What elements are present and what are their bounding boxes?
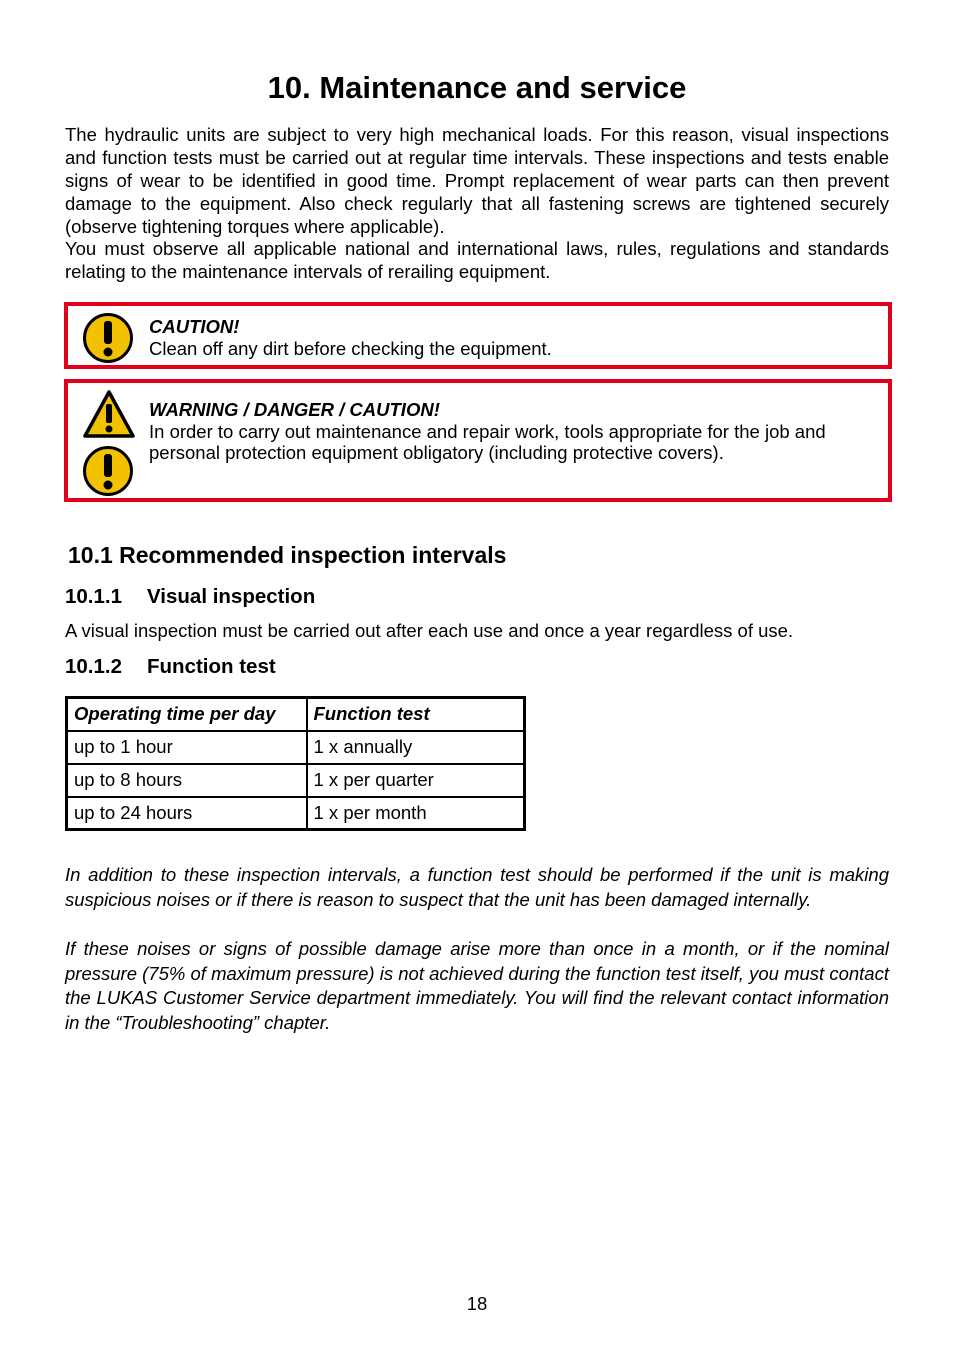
- warning-icons: [82, 389, 136, 497]
- function-test-table: [65, 696, 526, 831]
- subsection-title: Visual inspection: [147, 585, 316, 608]
- table-row: [67, 764, 525, 797]
- caution-icons: [82, 312, 134, 369]
- table-row: [67, 731, 525, 764]
- subsection-visual-inspection: [65, 585, 315, 609]
- subsection-function-test: [65, 655, 276, 679]
- subsection-number: 10.1.2: [65, 655, 122, 678]
- intro-paragraph-2: You must observe all applicable national and international laws, rules, regulations and standards relating to the maintenance intervals of rerailing equipment.: [65, 238, 889, 282]
- warning-box: [64, 379, 892, 502]
- caution-heading: CAUTION!: [149, 316, 240, 337]
- table-cell: 1 x per quarter: [307, 764, 525, 797]
- subsection-number: 10.1.1: [65, 585, 122, 608]
- exclamation-circle-icon: [82, 445, 134, 497]
- warning-triangle-icon: [82, 389, 136, 439]
- warning-text: In order to carry out maintenance and repair work, tools appropriate for the job and personal protection equipment obligatory (including protective covers).: [149, 420, 826, 463]
- table-cell: up to 8 hours: [67, 764, 307, 797]
- table-cell: up to 1 hour: [67, 731, 307, 764]
- note-paragraph-2: If these noises or signs of possible damage arise more than once in a month, or if the nominal pressure (75% of maximum pressure) is not achieved during the function test itself, you must contact the LUKAS Customer Service department immediately. You will find the relevant contact information in the “Troubleshooting” chapter.: [65, 938, 889, 1033]
- section-title: 10.1 Recommended inspection intervals: [68, 542, 507, 568]
- visual-inspection-text: A visual inspection must be carried out after each use and once a year regardless of use.: [65, 620, 794, 641]
- table-row: [67, 797, 525, 830]
- caution-text: Clean off any dirt before checking the equipment.: [149, 337, 552, 359]
- page-number: 18: [466, 1293, 488, 1314]
- subsection-title: Function test: [147, 655, 276, 678]
- warning-heading: WARNING / DANGER / CAUTION!: [149, 399, 440, 420]
- table-cell: 1 x per month: [307, 797, 525, 830]
- table-header-cell: Operating time per day: [67, 698, 307, 731]
- intro-paragraph-1: The hydraulic units are subject to very high mechanical loads. For this reason, visual inspections and function tests must be carried out at regular time intervals. These inspections and tests enable signs of wear to be identified in good time. Prompt replacement of wear parts can then prevent damage to the equipment. Also check regularly that all fastening screws are tightened securely (observe tightening torques where applicable).: [65, 124, 889, 237]
- table-header-cell: Function test: [307, 698, 525, 731]
- note-paragraph-1: In addition to these inspection intervals, a function test should be performed if the unit is making suspicious noises or if there is reason to suspect that the unit has been damaged internally.: [65, 864, 889, 910]
- table-cell: up to 24 hours: [67, 797, 307, 830]
- caution-box: [64, 302, 892, 369]
- table-header-row: [67, 698, 525, 731]
- table-cell: 1 x annually: [307, 731, 525, 764]
- page-title: 10. Maintenance and service: [267, 70, 687, 105]
- exclamation-circle-icon: [82, 312, 134, 364]
